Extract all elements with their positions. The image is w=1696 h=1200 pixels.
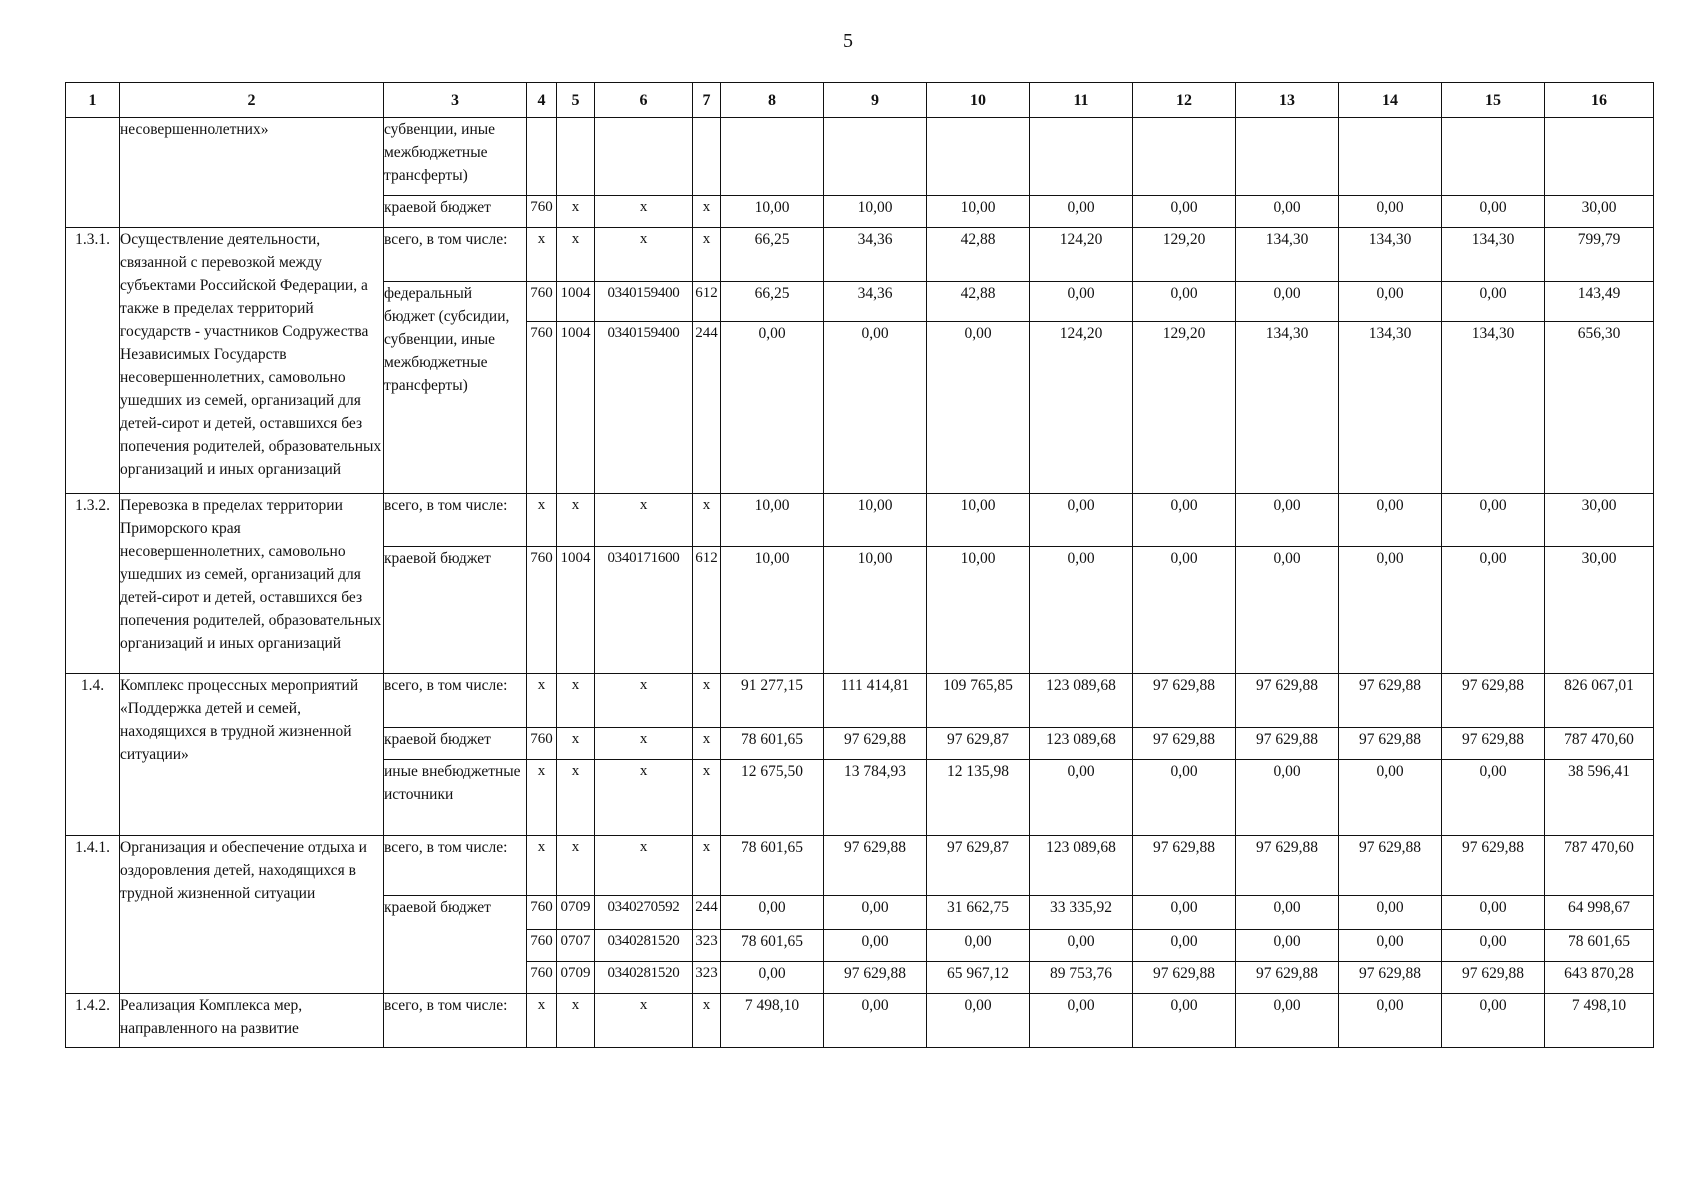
value-cell: 10,00 [824,196,927,228]
budget-table [65,82,1654,1048]
value-cell: 0,00 [721,962,824,994]
column-header: 9 [824,83,927,118]
funding-source: иные внебюджетные источники [384,760,527,836]
code-column-7: 323 [693,962,721,994]
page-number: 5 [843,30,853,52]
value-cell: 0,00 [721,322,824,494]
code-column-7: х [693,196,721,228]
value-cell: 10,00 [721,547,824,674]
value-cell: 0,00 [1030,760,1133,836]
column-header: 13 [1236,83,1339,118]
value-cell: 78 601,65 [721,836,824,896]
value-cell: 65 967,12 [927,962,1030,994]
code-column-4: х [527,836,557,896]
value-cell: 0,00 [1133,930,1236,962]
code-column-6: х [595,228,693,282]
value-cell: 7 498,10 [721,994,824,1048]
code-column-4: 760 [527,196,557,228]
value-cell: 97 629,88 [1236,962,1339,994]
code-column-6: х [595,196,693,228]
value-cell: 34,36 [824,282,927,322]
value-cell: 31 662,75 [927,896,1030,930]
code-column-5: 1004 [557,322,595,494]
value-cell: 123 089,68 [1030,836,1133,896]
code-column-5: 0709 [557,962,595,994]
value-cell: 0,00 [1236,896,1339,930]
row-name: Осуществление деятельности, связанной с перевозкой между субъектами Российской Федерации, а также в пределах территорий государств - участников Содружества Независимых Государств несовершеннолетних, самовольно ушедших из семей, организаций для детей-сирот и детей, оставшихся без попечения родителей, образовательных организаций и иных организаций [120,228,384,494]
code-column-6: 0340281520 [595,962,693,994]
code-column-7: х [693,994,721,1048]
value-cell: 97 629,88 [1339,728,1442,760]
value-cell: 10,00 [927,494,1030,547]
value-cell: 0,00 [824,896,927,930]
value-cell: 0,00 [824,994,927,1048]
value-cell: 0,00 [1442,494,1545,547]
row-name: Комплекс процессных мероприятий «Поддержка детей и семей, находящихся в трудной жизненной ситуации» [120,674,384,836]
code-column-4: 760 [527,962,557,994]
code-column-7: 612 [693,547,721,674]
value-cell: 30,00 [1545,196,1654,228]
value-cell: 97 629,87 [927,728,1030,760]
header-row [66,83,1654,118]
column-header: 7 [693,83,721,118]
code-column-4: х [527,494,557,547]
code-column-5: х [557,760,595,836]
code-column-7: 612 [693,282,721,322]
code-column-4: 760 [527,322,557,494]
code-column-5: 0709 [557,896,595,930]
row-name: Организация и обеспечение отдыха и оздоровления детей, находящихся в трудной жизненной ситуации [120,836,384,994]
value-cell: 97 629,88 [1133,962,1236,994]
value-cell: 97 629,88 [1236,674,1339,728]
value-cell: 0,00 [1442,760,1545,836]
code-column-4: х [527,760,557,836]
code-column-6: х [595,674,693,728]
empty-cell [1339,118,1442,196]
value-cell: 0,00 [824,930,927,962]
value-cell: 656,30 [1545,322,1654,494]
row-id: 1.3.1. [66,228,120,494]
table-row [66,228,1654,282]
value-cell: 91 277,15 [721,674,824,728]
value-cell: 12 135,98 [927,760,1030,836]
value-cell: 64 998,67 [1545,896,1654,930]
row-name: несовершеннолетних» [120,118,384,228]
value-cell: 0,00 [1339,994,1442,1048]
value-cell: 0,00 [1133,196,1236,228]
value-cell: 97 629,88 [1339,674,1442,728]
value-cell: 42,88 [927,282,1030,322]
value-cell: 129,20 [1133,322,1236,494]
value-cell: 129,20 [1133,228,1236,282]
value-cell: 134,30 [1339,228,1442,282]
value-cell: 10,00 [721,196,824,228]
code-column-4: х [527,228,557,282]
empty-cell [927,118,1030,196]
column-header: 14 [1339,83,1442,118]
code-column-6: х [595,760,693,836]
table-row [66,674,1654,728]
value-cell: 97 629,88 [1339,962,1442,994]
funding-source: всего, в том числе: [384,674,527,728]
value-cell: 0,00 [1236,547,1339,674]
value-cell: 826 067,01 [1545,674,1654,728]
value-cell: 123 089,68 [1030,728,1133,760]
value-cell: 0,00 [1339,760,1442,836]
code-column-7: 323 [693,930,721,962]
value-cell: 787 470,60 [1545,836,1654,896]
code-column-7: 244 [693,322,721,494]
empty-cell [527,118,557,196]
value-cell: 0,00 [1133,760,1236,836]
code-column-5: х [557,728,595,760]
empty-cell [1030,118,1133,196]
value-cell: 78 601,65 [721,930,824,962]
value-cell: 0,00 [824,322,927,494]
value-cell: 97 629,88 [824,728,927,760]
value-cell: 0,00 [1030,930,1133,962]
code-column-5: 1004 [557,547,595,674]
empty-cell [693,118,721,196]
column-header: 6 [595,83,693,118]
column-header: 15 [1442,83,1545,118]
value-cell: 0,00 [1030,494,1133,547]
value-cell: 42,88 [927,228,1030,282]
value-cell: 7 498,10 [1545,994,1654,1048]
value-cell: 0,00 [1339,930,1442,962]
value-cell: 799,79 [1545,228,1654,282]
value-cell: 30,00 [1545,547,1654,674]
table-row [66,836,1654,896]
value-cell: 97 629,88 [824,836,927,896]
table-row [66,118,1654,196]
empty-cell [721,118,824,196]
code-column-6: 0340171600 [595,547,693,674]
empty-cell [1133,118,1236,196]
value-cell: 0,00 [1339,494,1442,547]
column-header: 11 [1030,83,1133,118]
code-column-5: 0707 [557,930,595,962]
value-cell: 97 629,88 [1442,962,1545,994]
value-cell: 38 596,41 [1545,760,1654,836]
column-header: 12 [1133,83,1236,118]
row-id: 1.4.2. [66,994,120,1048]
value-cell: 97 629,88 [1133,728,1236,760]
code-column-7: х [693,674,721,728]
row-id: 1.4.1. [66,836,120,994]
value-cell: 10,00 [927,196,1030,228]
value-cell: 13 784,93 [824,760,927,836]
empty-cell [1236,118,1339,196]
funding-source: краевой бюджет [384,547,527,674]
value-cell: 134,30 [1442,322,1545,494]
value-cell: 97 629,88 [1442,728,1545,760]
code-column-4: х [527,994,557,1048]
code-column-4: 760 [527,930,557,962]
value-cell: 123 089,68 [1030,674,1133,728]
value-cell: 89 753,76 [1030,962,1133,994]
value-cell: 0,00 [1236,282,1339,322]
code-column-6: х [595,728,693,760]
value-cell: 97 629,88 [1133,836,1236,896]
code-column-7: х [693,228,721,282]
empty-cell [557,118,595,196]
value-cell: 78 601,65 [1545,930,1654,962]
value-cell: 0,00 [1030,994,1133,1048]
code-column-6: 0340270592 [595,896,693,930]
value-cell: 0,00 [1236,196,1339,228]
funding-source: всего, в том числе: [384,494,527,547]
funding-source: краевой бюджет [384,196,527,228]
code-column-7: х [693,728,721,760]
value-cell: 0,00 [1030,547,1133,674]
code-column-6: х [595,994,693,1048]
funding-source: краевой бюджет [384,896,527,994]
empty-cell [1442,118,1545,196]
value-cell: 134,30 [1236,322,1339,494]
funding-source: федеральный бюджет (субсидии, субвенции, иные межбюджетные трансферты) [384,282,527,494]
value-cell: 0,00 [1133,547,1236,674]
value-cell: 97 629,87 [927,836,1030,896]
code-column-7: х [693,494,721,547]
value-cell: 97 629,88 [1236,836,1339,896]
value-cell: 0,00 [1133,282,1236,322]
code-column-6: 0340281520 [595,930,693,962]
value-cell: 0,00 [1236,994,1339,1048]
code-column-5: х [557,228,595,282]
value-cell: 0,00 [1236,930,1339,962]
code-column-5: х [557,994,595,1048]
value-cell: 134,30 [1339,322,1442,494]
value-cell: 10,00 [927,547,1030,674]
value-cell: 0,00 [1236,494,1339,547]
value-cell: 0,00 [1442,896,1545,930]
value-cell: 10,00 [824,494,927,547]
code-column-5: х [557,196,595,228]
value-cell: 66,25 [721,228,824,282]
value-cell: 66,25 [721,282,824,322]
column-header: 3 [384,83,527,118]
code-column-5: х [557,836,595,896]
code-column-7: х [693,760,721,836]
code-column-7: 244 [693,896,721,930]
table-row [66,494,1654,547]
value-cell: 0,00 [1339,196,1442,228]
value-cell: 0,00 [1133,896,1236,930]
value-cell: 0,00 [1442,547,1545,674]
column-header: 5 [557,83,595,118]
code-column-6: 0340159400 [595,322,693,494]
value-cell: 97 629,88 [1133,674,1236,728]
value-cell: 0,00 [1442,994,1545,1048]
value-cell: 0,00 [1030,282,1133,322]
value-cell: 143,49 [1545,282,1654,322]
value-cell: 0,00 [721,896,824,930]
value-cell: 0,00 [927,994,1030,1048]
funding-source: субвенции, иные межбюджетные трансферты) [384,118,527,196]
column-header: 16 [1545,83,1654,118]
value-cell: 0,00 [1133,994,1236,1048]
empty-cell [824,118,927,196]
code-column-6: х [595,494,693,547]
value-cell: 109 765,85 [927,674,1030,728]
value-cell: 643 870,28 [1545,962,1654,994]
code-column-5: х [557,674,595,728]
row-id [66,118,120,228]
value-cell: 33 335,92 [1030,896,1133,930]
code-column-6: х [595,836,693,896]
value-cell: 12 675,50 [721,760,824,836]
value-cell: 0,00 [1339,282,1442,322]
empty-cell [1545,118,1654,196]
row-name: Реализация Комплекса мер, направленного на развитие [120,994,384,1048]
value-cell: 0,00 [927,930,1030,962]
funding-source: всего, в том числе: [384,228,527,282]
column-header: 8 [721,83,824,118]
code-column-5: х [557,494,595,547]
empty-cell [595,118,693,196]
value-cell: 0,00 [1236,760,1339,836]
value-cell: 10,00 [824,547,927,674]
value-cell: 0,00 [1339,896,1442,930]
column-header: 1 [66,83,120,118]
value-cell: 97 629,88 [1339,836,1442,896]
value-cell: 134,30 [1236,228,1339,282]
row-name: Перевозка в пределах территории Приморского края несовершеннолетних, самовольно ушедших из семей, организаций для детей-сирот и детей, оставшихся без попечения родителей, образовательных организаций и иных организаций [120,494,384,674]
value-cell: 97 629,88 [1442,836,1545,896]
code-column-4: 760 [527,728,557,760]
row-id: 1.4. [66,674,120,836]
value-cell: 124,20 [1030,228,1133,282]
value-cell: 0,00 [1442,930,1545,962]
value-cell: 0,00 [1133,494,1236,547]
value-cell: 78 601,65 [721,728,824,760]
column-header: 2 [120,83,384,118]
value-cell: 124,20 [1030,322,1133,494]
funding-source: всего, в том числе: [384,836,527,896]
funding-source: всего, в том числе: [384,994,527,1048]
value-cell: 0,00 [1442,282,1545,322]
row-id: 1.3.2. [66,494,120,674]
code-column-4: х [527,674,557,728]
value-cell: 34,36 [824,228,927,282]
value-cell: 0,00 [1442,196,1545,228]
column-header: 4 [527,83,557,118]
value-cell: 787 470,60 [1545,728,1654,760]
value-cell: 97 629,88 [824,962,927,994]
value-cell: 97 629,88 [1442,674,1545,728]
code-column-7: х [693,836,721,896]
code-column-4: 760 [527,282,557,322]
value-cell: 111 414,81 [824,674,927,728]
table-row [66,994,1654,1048]
code-column-4: 760 [527,896,557,930]
code-column-6: 0340159400 [595,282,693,322]
code-column-4: 760 [527,547,557,674]
column-header: 10 [927,83,1030,118]
value-cell: 10,00 [721,494,824,547]
value-cell: 0,00 [1030,196,1133,228]
funding-source: краевой бюджет [384,728,527,760]
value-cell: 0,00 [927,322,1030,494]
code-column-5: 1004 [557,282,595,322]
value-cell: 0,00 [1339,547,1442,674]
value-cell: 134,30 [1442,228,1545,282]
value-cell: 97 629,88 [1236,728,1339,760]
value-cell: 30,00 [1545,494,1654,547]
